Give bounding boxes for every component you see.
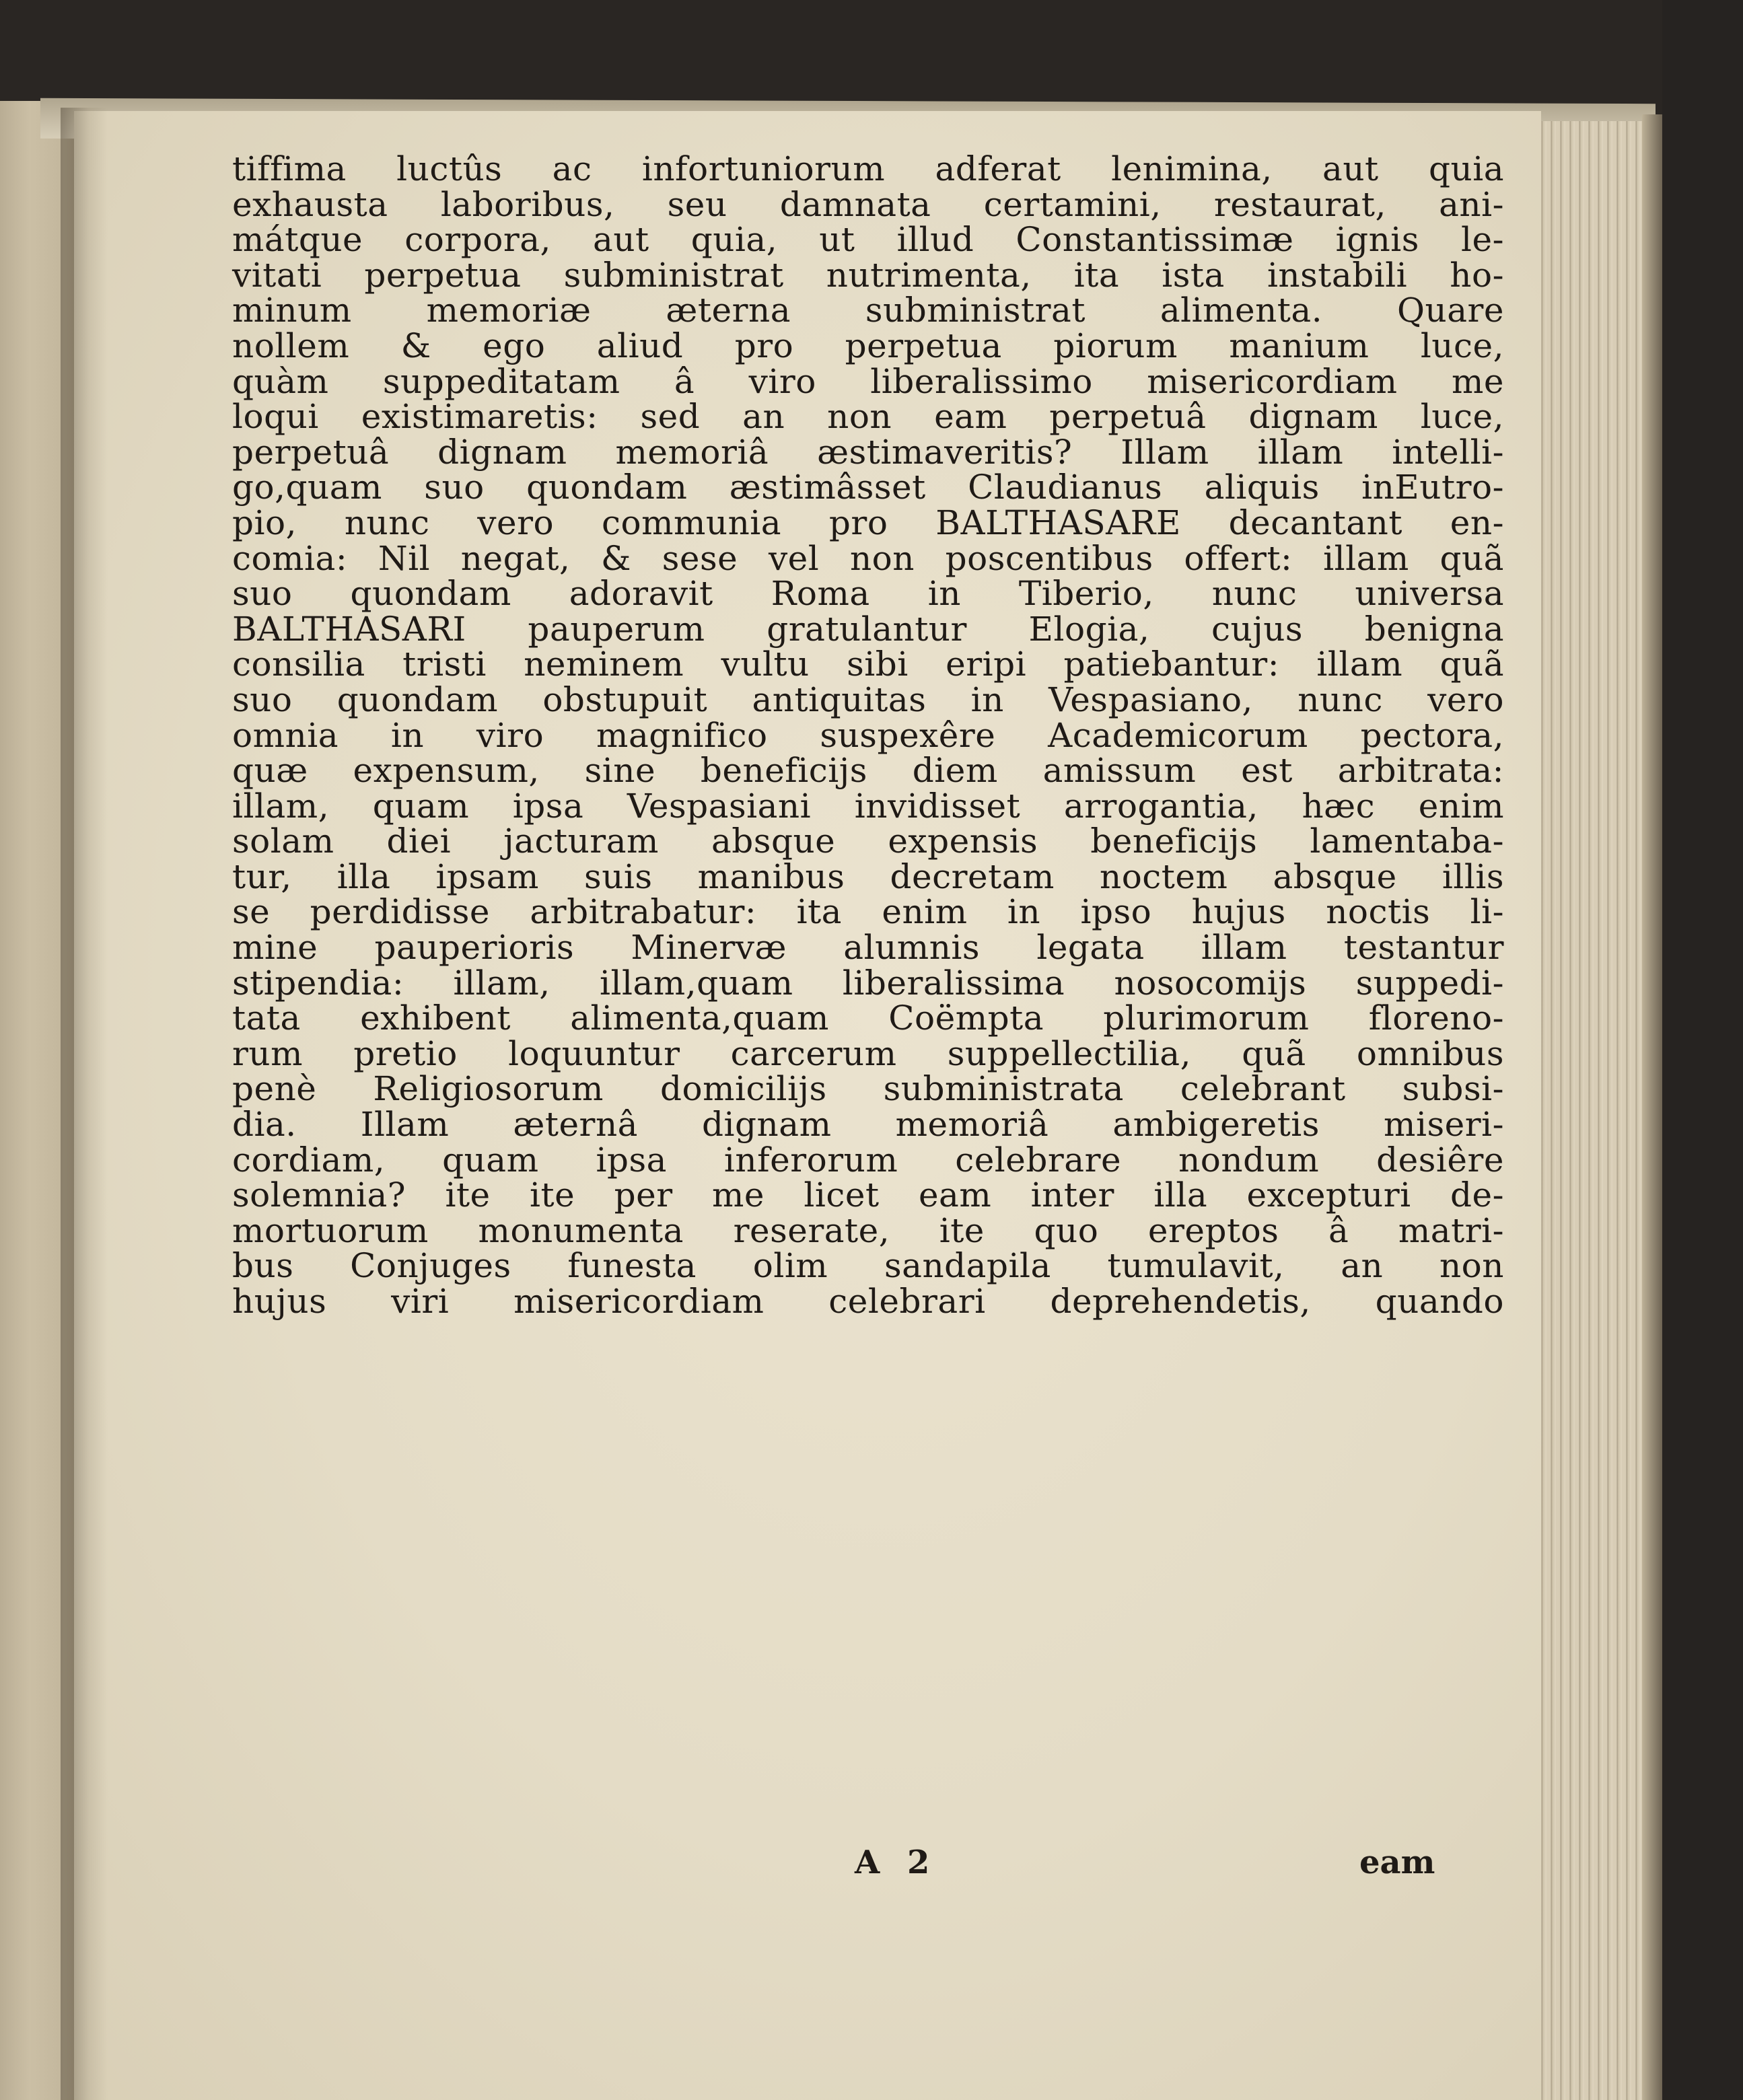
text-line: tur, illa ipsam suis manibus decretam noctem absque illis: [232, 857, 1504, 896]
text-line: suo quondam adoravit Roma in Tiberio, nunc universa: [232, 574, 1504, 614]
text-line: tiffima luctûs ac infortuniorum adferat lenimina, aut quia: [232, 149, 1504, 188]
text-line: se perdidisse arbitrabatur: ita enim in ipso hujus noctis li-: [232, 892, 1504, 932]
text-line: exhausta laboribus, seu damnata certamini, restaurat, ani-: [232, 184, 1504, 224]
signature-mark: A 2: [855, 1844, 938, 1881]
text-line: rum pretio loquuntur carcerum suppellectilia, quã omnibus: [232, 1034, 1504, 1073]
catchword: eam: [1359, 1844, 1435, 1881]
text-line: consilia tristi neminem vultu sibi eripi patiebantur: illam quã: [232, 645, 1504, 684]
text-line: omnia in viro magnifico suspexêre Academicorum pectora,: [232, 715, 1504, 755]
text-line: stipendia: illam, illam,quam liberalissima nosocomijs suppedi-: [232, 963, 1504, 1003]
page-edges-shadow: [1642, 114, 1662, 2100]
text-line: solemnia? ite ite per me licet eam inter illa excepturi de-: [232, 1175, 1504, 1215]
text-line: go,quam suo quondam æstimâsset Claudianus aliquis inEutro-: [232, 468, 1504, 507]
text-line: quæ expensum, sine beneficijs diem amissum est arbitrata:: [232, 751, 1504, 791]
text-line: illam, quam ipsa Vespasiani invidisset arrogantia, hæc enim: [232, 786, 1504, 826]
text-body: [232, 151, 1511, 1319]
gutter-shadow: [61, 108, 108, 2100]
text-line: mine pauperioris Minervæ alumnis legata illam testantur: [232, 928, 1504, 968]
text-line: perpetuâ dignam memoriâ æstimaveritis? Illam illam intelli-: [232, 432, 1504, 472]
scanner-background-top: [0, 0, 1743, 101]
text-line: cordiam, quam ipsa inferorum celebrare nondum desiêre: [232, 1140, 1504, 1180]
text-line: penè Religiosorum domicilijs subministrata celebrant subsi-: [232, 1069, 1504, 1109]
text-line: dia. Illam æternâ dignam memoriâ ambigeretis miseri-: [232, 1105, 1504, 1145]
text-line: minum memoriæ æterna subministrat alimenta. Quare: [232, 291, 1504, 330]
text-line: mátque corpora, aut quia, ut illud Constantissimæ ignis le-: [232, 220, 1504, 260]
text-line: quàm suppeditatam â viro liberalissimo misericordiam me: [232, 361, 1504, 401]
scanner-background-right: [1662, 0, 1743, 2100]
text-line: hujus viri misericordiam celebrari deprehendetis, quando: [232, 1282, 1504, 1321]
text-line: bus Conjuges funesta olim sandapila tumulavit, an non: [232, 1246, 1504, 1286]
text-line: comia: Nil negat, & sese vel non poscentibus offert: illam quã: [232, 538, 1504, 578]
text-line: solam diei jacturam absque expensis beneficijs lamentaba-: [232, 822, 1504, 861]
text-line: tata exhibent alimenta,quam Coëmpta plurimorum floreno-: [232, 999, 1504, 1038]
text-line: mortuorum monumenta reserate, ite quo ereptos â matri-: [232, 1210, 1504, 1250]
text-line: suo quondam obstupuit antiquitas in Vespasiano, nunc vero: [232, 680, 1504, 719]
text-line: vitati perpetua subministrat nutrimenta, ita ista instabili ho-: [232, 255, 1504, 295]
page-footer: [855, 1844, 1460, 1884]
text-line: nollem & ego aliud pro perpetua piorum manium luce,: [232, 326, 1504, 365]
text-line: pio, nunc vero communia pro BALTHASARE decantant en-: [232, 503, 1504, 542]
text-line: loqui existimaretis: sed an non eam perpetuâ dignam luce,: [232, 397, 1504, 437]
text-line: BALTHASARI pauperum gratulantur Elogia, cujus benigna: [232, 609, 1504, 649]
